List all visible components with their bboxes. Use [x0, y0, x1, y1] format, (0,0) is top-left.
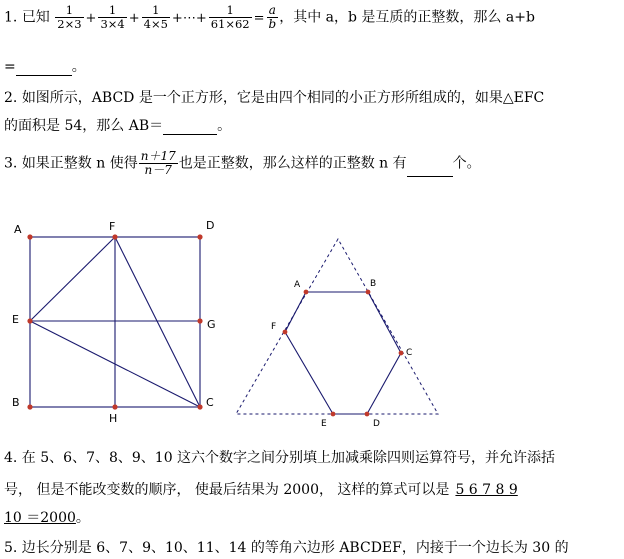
problem-4-line-3	[4, 509, 90, 527]
problem-4-line-1	[4, 449, 555, 467]
point-c	[399, 351, 404, 356]
point-d	[365, 412, 370, 417]
label-a: A	[294, 280, 301, 290]
outer-triangle	[236, 239, 438, 414]
hexagon-abcdef	[285, 292, 401, 414]
line-fc	[115, 237, 200, 407]
problem-3-number: 3.	[4, 155, 18, 172]
label-b: B	[370, 279, 377, 289]
answer-blank-3[interactable]	[407, 162, 453, 177]
problem-3-end: 个。	[452, 155, 481, 172]
label-a: A	[14, 223, 22, 236]
label-f: F	[271, 322, 277, 332]
square-figure	[0, 210, 230, 430]
point-h	[112, 404, 117, 409]
point-e	[331, 412, 336, 417]
point-f	[283, 330, 288, 335]
answer-blank-2[interactable]	[163, 120, 217, 135]
problem-2-line-2	[4, 117, 231, 135]
fraction-term-1: $\frac{1}{2\times 3}$	[57, 3, 82, 31]
hexagon-triangle-figure	[230, 230, 444, 430]
point-b	[366, 290, 371, 295]
label-e: E	[12, 313, 19, 326]
problem-1-line-2	[4, 58, 86, 76]
fraction-term-2: $\frac{1}{3\times 4}$	[100, 3, 125, 31]
fraction-n17-over-n7: $\frac{n+17}{n-7}$	[140, 149, 176, 177]
problem-1-lead: 已知	[21, 9, 50, 26]
plus-sign: +	[85, 10, 97, 26]
problem-1-equals: =	[4, 59, 16, 75]
problem-1-number: 1.	[4, 9, 18, 26]
problem-1-line-1	[4, 4, 535, 31]
problem-4-text-1: 4. 在 5、6、7、8、9、10 这六个数字之间分别填上加减乘除四则运算符号，并允许添括	[4, 450, 556, 466]
point-c	[197, 404, 202, 409]
label-g: G	[207, 318, 216, 331]
problem-1-rest: ，其中 a，b 是互质的正整数，那么 a+b	[279, 9, 535, 26]
problem-2-text-2: 的面积是 54，那么 AB＝	[4, 118, 164, 134]
point-a	[27, 234, 32, 239]
problem-4-text-2: 号， 但是不能改变数的顺序， 使最后结果为 2000， 这样的算式可以是	[4, 482, 450, 498]
line-ef	[30, 237, 115, 321]
problem-2-line-1	[4, 89, 544, 107]
point-d	[197, 234, 202, 239]
problem-4-line-2	[4, 481, 518, 499]
label-b: B	[12, 396, 20, 409]
point-f	[112, 234, 117, 239]
problem-3-rest: 也是正整数，那么这样的正整数 n 有	[178, 155, 407, 172]
point-a	[304, 290, 309, 295]
problem-1-end: 。	[71, 59, 86, 75]
problem-2-number: 2.	[4, 90, 18, 106]
equals-sign: =	[253, 10, 265, 26]
point-b	[27, 404, 32, 409]
label-d: D	[206, 219, 215, 232]
problem-5-line-1	[4, 539, 569, 557]
label-c: C	[206, 396, 214, 409]
plus-sign: +	[128, 10, 140, 26]
label-c: C	[406, 348, 413, 358]
point-e	[27, 318, 32, 323]
problem-2-text: 如图所示，ABCD 是一个正方形，它是由四个相同的小正方形所组成的，如果△EFC	[21, 90, 545, 106]
problem-3-lead: 如果正整数 n 使得	[21, 155, 138, 172]
problem-4-end: 。	[75, 510, 90, 526]
ellipsis-sum: +⋯+	[171, 10, 207, 26]
label-f: F	[109, 220, 116, 233]
problem-2-end: 。	[217, 118, 232, 134]
label-d: D	[373, 419, 380, 429]
fraction-term-last: $\frac{1}{61\times 62}$	[210, 3, 250, 31]
problem-5-text-1: 5. 边长分别是 6、7、9、10、11、14 的等角六边形 ABCDEF，内接于一个边长为 30 的	[4, 540, 569, 556]
problem-3-line	[4, 150, 481, 177]
answer-blank-1[interactable]	[16, 61, 72, 76]
problem-4-answer-part-1: 5 6 7 8 9	[455, 482, 518, 498]
problem-4-answer-part-2: 10 ＝2000	[4, 510, 76, 526]
point-g	[197, 318, 202, 323]
label-h: H	[109, 412, 118, 425]
label-e: E	[321, 419, 327, 429]
fraction-term-3: $\frac{1}{4\times 5}$	[143, 3, 168, 31]
fraction-a-over-b: $\frac{a}{b}$	[268, 3, 277, 31]
